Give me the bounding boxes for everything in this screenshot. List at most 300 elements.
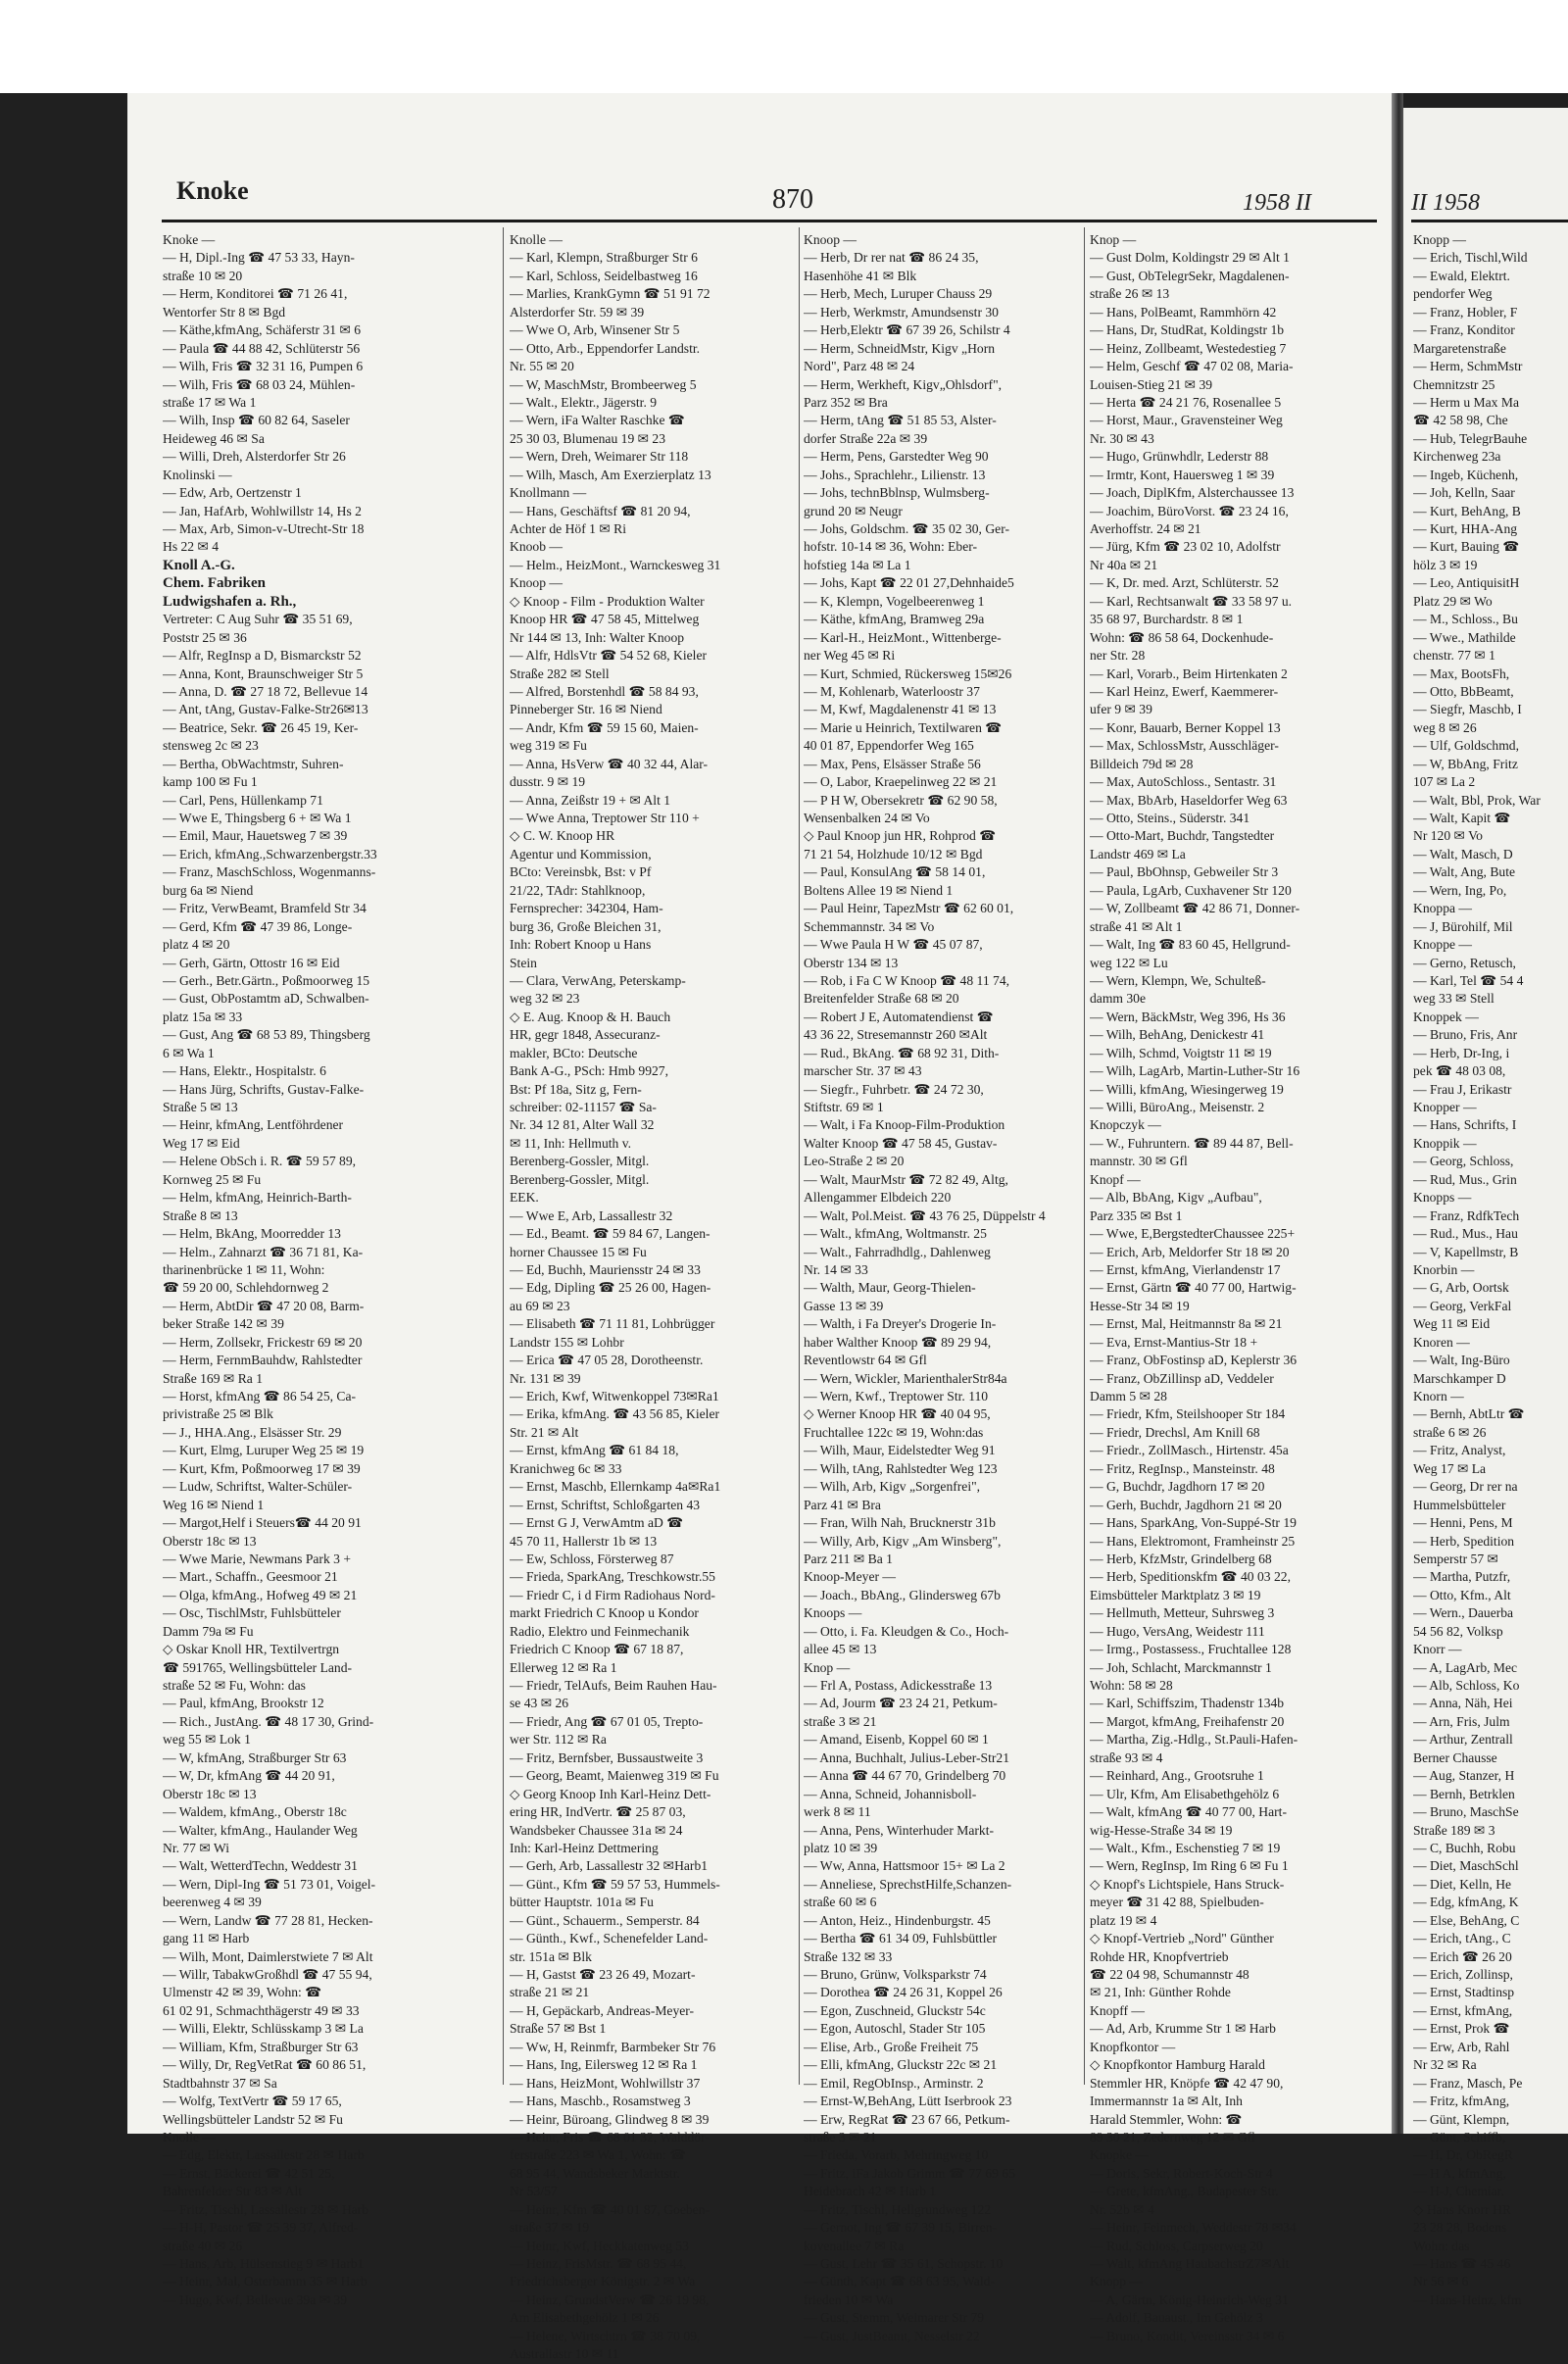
directory-entry-line: HR, gegr 1848, Assecuranz- <box>510 1027 661 1043</box>
directory-entry-line: Inh: Robert Knoop u Hans <box>510 937 652 953</box>
directory-entry-line: — Ernst, Gärtn ☎ 40 77 00, Hartwig- <box>1090 1280 1297 1296</box>
directory-entry-line: — W, BbAng, Fritz <box>1413 756 1518 771</box>
directory-entry-line: — Irmg., Postassess., Fruchtallee 128 <box>1090 1642 1292 1657</box>
directory-entry-line: privistraße 25 ✉ Blk <box>163 1406 273 1422</box>
directory-entry-line: — Karl, Klempn, Straßburger Str 6 <box>510 250 698 266</box>
directory-entry-line: Knop — <box>1090 232 1137 247</box>
directory-entry-line: Kirchenweg 23a <box>1413 449 1501 465</box>
directory-entry-line: Harald Stemmler, Wohn: ☎ <box>1090 2111 1243 2127</box>
directory-entry-line: — Erich, tAng., C <box>1413 1931 1511 1946</box>
directory-entry-line: Chemnitzstr 25 <box>1413 376 1495 392</box>
directory-entry-line: — Margot, kfmAng, Freihafenstr 20 <box>1090 1713 1285 1729</box>
directory-entry-line: straße 52 ✉ Fu, Wohn: das <box>163 1678 306 1693</box>
directory-entry-line: — W, kfmAng, Straßburger Str 63 <box>163 1749 347 1765</box>
directory-entry-line: — Joachim, BüroVorst. ☎ 23 24 16, <box>1090 503 1289 518</box>
directory-entry-line: — Hugo, VersAng, Weidestr 111 <box>1090 1623 1265 1639</box>
directory-entry-line: — Erica ☎ 47 05 28, Dorotheenstr. <box>510 1353 704 1368</box>
directory-entry-line: se 43 ✉ 26 <box>510 1696 569 1711</box>
directory-entry-line: — Walt, Masch, D <box>1413 846 1513 862</box>
directory-entry-line: Stiftstr. 69 ✉ 1 <box>804 1100 884 1114</box>
directory-entry-line: — Kurt, Bauing ☎ <box>1413 539 1520 555</box>
directory-entry-line: Averhoffstr. 24 ✉ 21 <box>1090 521 1201 536</box>
directory-entry-line: Parz 211 ✉ Ba 1 <box>804 1551 893 1566</box>
directory-entry-line: — Rich., JustAng. ☎ 48 17 30, Grind- <box>163 1713 374 1729</box>
directory-entry-line: Pinneberger Str. 16 ✉ Niend <box>510 702 662 717</box>
directory-entry-line: — Anna, Zeißstr 19 + ✉ Alt 1 <box>510 792 671 808</box>
directory-entry-line: — H, Gastst ☎ 23 26 49, Mozart- <box>510 1967 696 1982</box>
column-divider <box>799 227 800 2085</box>
directory-entry-line: — Walt, Bbl, Prok, War <box>1413 792 1541 808</box>
directory-entry-line: — Hans, PolBeamt, Rammhörn 42 <box>1090 304 1277 320</box>
directory-entry-line: Parz 352 ✉ Bra <box>804 394 888 410</box>
directory-entry-line: — Edg, Dipling ☎ 25 26 00, Hagen- <box>510 1280 711 1296</box>
directory-entry-line: platz 4 ✉ 20 <box>163 937 230 953</box>
directory-entry-line: — G, Buchdr, Jagdhorn 17 ✉ 20 <box>1090 1479 1265 1495</box>
directory-entry-line: — Günt., Kfm ☎ 59 57 53, Hummels- <box>510 1876 720 1892</box>
directory-entry-line: — Gerd, Kfm ☎ 47 39 86, Longe- <box>163 918 353 934</box>
directory-entry-line: Straße 169 ✉ Ra 1 <box>163 1370 263 1386</box>
directory-entry-line: — Ernst, Schriftst, Schloßgarten 43 <box>510 1497 701 1512</box>
directory-entry-line: — Joh, Kelln, Saar <box>1413 485 1515 501</box>
directory-entry-line: — Wern, Ing, Po, <box>1413 882 1507 898</box>
directory-entry-line: Nr 53/57 <box>510 2184 558 2199</box>
directory-entry-line: — Ernst G J, VerwAmtm aD ☎ <box>510 1515 684 1531</box>
running-head: Knoke <box>176 176 249 205</box>
directory-entry-line: — Herm, Pens, Garstedter Weg 90 <box>804 449 989 465</box>
directory-entry-line: 43 36 22, Stresemannstr 260 ✉Alt <box>804 1027 988 1043</box>
directory-entry-line: — Karl, Schloss, Seidelbastweg 16 <box>510 268 698 283</box>
directory-entry-line: — Günt, Klempn, <box>1413 2111 1510 2127</box>
directory-entry-line: — Wolfg, TextVertr ☎ 59 17 65, <box>163 2093 342 2109</box>
directory-entry-line: pek ☎ 48 03 08, <box>1413 1063 1506 1079</box>
directory-entry-line: ner Str. 28 <box>1090 648 1146 664</box>
directory-entry-line: Margaretenstraße <box>1413 340 1506 356</box>
directory-entry-line: — Erich, Tischl,Wild <box>1413 250 1528 266</box>
directory-entry-line: — Rud., BkAng. ☎ 68 92 31, Dith- <box>804 1045 1000 1060</box>
directory-entry-line: — A, LagArb, Mec <box>1413 1659 1518 1675</box>
directory-entry-line: — Bruno, MaschSe <box>1413 1804 1519 1820</box>
directory-entry-line: — Ed., Beamt. ☎ 59 84 67, Langen- <box>510 1226 710 1242</box>
directory-entry-line: Landstr 155 ✉ Lohbr <box>510 1334 624 1350</box>
directory-entry-line: — Hans ☎ 45 46 <box>1413 2256 1511 2271</box>
directory-entry-line: — H, Dr, ObRegR <box>1413 2147 1513 2163</box>
directory-entry-line: — Alb, Schloss, Ko <box>1413 1678 1520 1693</box>
directory-entry-line: Knoppa — <box>1413 901 1473 916</box>
directory-entry-line: — Max, Arb, Simon-v-Utrecht-Str 18 <box>163 521 365 536</box>
directory-entry-line: — Willi, Dreh, Alsterdorfer Str 26 <box>163 449 346 465</box>
directory-entry-line: — Kurt, BehAng, B <box>1413 503 1521 518</box>
directory-entry-line: — W., Fuhruntern. ☎ 89 44 87, Bell- <box>1090 1135 1294 1151</box>
directory-entry-line: — K, Dr. med. Arzt, Schlüterstr. 52 <box>1090 575 1279 591</box>
directory-entry-line: — Käthe, kfmAng, Bramweg 29a <box>804 612 985 627</box>
directory-entry-line: — Marie u Heinrich, Textilwaren ☎ <box>804 719 1003 735</box>
directory-entry-line: — Paul Heinr, TapezMstr ☎ 62 60 01, <box>804 901 1014 916</box>
directory-entry-line: — Wern, Kwf., Treptower Str. 110 <box>804 1389 989 1404</box>
directory-entry-line: Hs 22 ✉ 4 <box>163 539 220 555</box>
directory-entry-line: Stemmler HR, Knöpfe ☎ 42 47 90, <box>1090 2075 1284 2091</box>
directory-entry-line: Boltens Allee 19 ✉ Niend 1 <box>804 882 954 898</box>
directory-entry-line: str. 151a ✉ Blk <box>510 1948 592 1964</box>
directory-entry-line: — Olga, kfmAng., Hofweg 49 ✉ 21 <box>163 1587 358 1602</box>
directory-entry-line: — Ernst, Bäckerei ☎ 42 51 25, <box>163 2165 335 2181</box>
directory-entry-line: Knolle — <box>510 232 563 247</box>
directory-entry-line: — Gust, ObTelegrSekr, Magdalenen- <box>1090 268 1290 283</box>
directory-entry-line: — Günt., Schauerm., Semperstr. 84 <box>510 1912 700 1928</box>
directory-entry-line: — Alfr, HdlsVtr ☎ 54 52 68, Kieler <box>510 648 708 664</box>
directory-entry-line: — Wern, RegInsp, Im Ring 6 ✉ Fu 1 <box>1090 1858 1289 1874</box>
directory-entry-line: weg 32 ✉ 23 <box>510 991 580 1007</box>
directory-entry-line: — Leo, AntiquisitH <box>1413 575 1520 591</box>
directory-entry-line: — Martha, Zig.-Hdlg., St.Pauli-Hafen- <box>1090 1732 1298 1748</box>
directory-entry-line: — Anna, Näh, Hei <box>1413 1696 1513 1711</box>
directory-entry-line: — Günth., Kwf., Schenefelder Land- <box>510 1931 709 1946</box>
directory-entry-line: Straße 57 ✉ Bst 1 <box>510 2021 607 2037</box>
directory-entry-line: Straße 282 ✉ Stell <box>510 665 610 681</box>
directory-entry-line: — Erich, Zollinsp, <box>1413 1967 1513 1982</box>
directory-entry-line: Oberstr 18c ✉ 13 <box>163 1533 257 1549</box>
directory-entry-line: — Wilh, BehAng, Denickestr 41 <box>1090 1027 1265 1043</box>
directory-entry-line: — Edg, Elektr, Lassallestr 28 ✉ Harb <box>163 2147 365 2163</box>
directory-entry-line: — Wilh, Mont, Daimlerstwiete 7 ✉ Alt <box>163 1948 373 1964</box>
directory-entry-line: — Anna, Kont, Braunschweiger Str 5 <box>163 665 364 681</box>
directory-entry-line: Chem. Fabriken <box>163 575 266 592</box>
directory-entry-line: — Wern, Dipl-Ing ☎ 51 73 01, Voigel- <box>163 1876 376 1892</box>
directory-entry-line: — Anna, D. ☎ 27 18 72, Bellevue 14 <box>163 683 368 699</box>
directory-entry-line: — Herb, Mech, Luruper Chauss 29 <box>804 286 993 302</box>
directory-entry-line: — Erich, Arb, Meldorfer Str 18 ✉ 20 <box>1090 1244 1290 1259</box>
directory-entry-line: 61 02 91, Schmachthägerstr 49 ✉ 33 <box>163 2002 360 2018</box>
directory-entry-line: — Wilh, Arb, Kigv „Sorgenfrei", <box>804 1479 981 1495</box>
directory-entry-line: straße 26 ✉ 13 <box>1090 286 1170 302</box>
directory-entry-line: — Walt, WetterdTechn, Weddestr 31 <box>163 1858 358 1874</box>
directory-entry-line: — Anna, HsVerw ☎ 40 32 44, Alar- <box>510 756 709 771</box>
directory-entry-line: — Wilh, tAng, Rahlstedter Weg 123 <box>804 1460 998 1476</box>
directory-entry-line: Nr. 77 ✉ Wi <box>163 1840 229 1855</box>
directory-entry-line: Eimsbütteler Marktplatz 3 ✉ 19 <box>1090 1587 1261 1602</box>
directory-entry-line: schreiber: 02-11157 ☎ Sa- <box>510 1100 657 1114</box>
column-divider <box>503 227 504 2085</box>
directory-entry-line: ☎ 59 20 00, Schlehdornweg 2 <box>163 1280 329 1296</box>
directory-entry-line: — Erw, RegRat ☎ 23 67 66, Petkum- <box>804 2111 1010 2127</box>
directory-entry-line: — Heinr, Feinmech, Weddestr 78 ✉34 <box>1090 2220 1297 2236</box>
directory-entry-line: — Wwe E, Arb, Lassallestr 32 <box>510 1207 673 1223</box>
directory-entry-line: — Wilh, LagArb, Martin-Luther-Str 16 <box>1090 1063 1300 1079</box>
directory-entry-line: — Otto-Mart, Buchdr, Tangstedter <box>1090 828 1275 844</box>
directory-entry-line: ner Weg 45 ✉ Ri <box>804 648 896 664</box>
directory-entry-line: Knopczyk — <box>1090 1117 1161 1133</box>
directory-entry-line: hofstieg 14a ✉ La 1 <box>804 557 911 572</box>
directory-entry-line: — Fritz, RegInsp., Mansteinstr. 48 <box>1090 1460 1275 1476</box>
directory-entry-line: Inh: Karl-Heinz Dettmering <box>510 1840 659 1855</box>
directory-entry-line: allee 45 ✉ 13 <box>804 1642 877 1657</box>
directory-entry-line: — Franz, ObFostinsp aD, Keplerstr 36 <box>1090 1353 1298 1368</box>
directory-entry-line: — Gust, ObPostamtm aD, Schwalben- <box>163 991 369 1007</box>
directory-entry-line: Louisen-Stieg 21 ✉ 39 <box>1090 376 1213 392</box>
directory-entry-line: — Joh, Schlacht, Marckmannstr 1 <box>1090 1659 1272 1675</box>
directory-entry-line: — Emil, Maur, Hauetsweg 7 ✉ 39 <box>163 828 348 844</box>
directory-entry-line: Knolinski — <box>163 467 232 482</box>
directory-entry-line: — Herm, SchmMstr <box>1413 359 1523 374</box>
directory-entry-line: Knolle — <box>163 2129 216 2144</box>
directory-entry-line: Knorn — <box>1413 1389 1464 1404</box>
directory-entry-line: Heideweg 46 ✉ Sa <box>163 430 265 446</box>
directory-entry-line: — Ernst, kfmAng, Vierlandenstr 17 <box>1090 1261 1281 1277</box>
directory-entry-line: — W, Zollbeamt ☎ 42 86 71, Donner- <box>1090 901 1300 916</box>
directory-entry-line: straße 40 ✉ 26 <box>163 2238 243 2253</box>
directory-entry-line: — Heinz, FrisMstr. ☎ 68 95 44, <box>510 2256 687 2271</box>
directory-entry-line: — Walt, Ing-Büro <box>1413 1353 1510 1368</box>
directory-entry-line: — Arthur, Zentrall <box>1413 1732 1513 1748</box>
directory-entry-line: — Willy, Arb, Kigv „Am Winsberg", <box>804 1533 1002 1549</box>
directory-entry-line: frieden 10 ✉ Wa <box>804 2291 894 2307</box>
directory-entry-line: tharinenbrücke 1 ✉ 11, Wohn: <box>163 1261 325 1277</box>
directory-entry-line: kovenallee 7 ✉ Ra <box>804 2238 905 2253</box>
directory-entry-line: — Gerno, Retusch, <box>1413 955 1516 970</box>
directory-entry-line: — Rud, Schloss, Carpserweg 20 <box>1090 2238 1263 2253</box>
directory-entry-line: — Andr, Kfm ☎ 59 15 60, Maien- <box>510 719 699 735</box>
directory-entry-line: 71 21 54, Holzhude 10/12 ✉ Bgd <box>804 846 983 862</box>
directory-entry-line: Radio, Elektro und Feinmechanik <box>510 1623 690 1639</box>
directory-entry-line: — Fran, Wilh Nah, Brucknerstr 31b <box>804 1515 996 1531</box>
directory-entry-line: — Hans, Schrifts, I <box>1413 1117 1517 1133</box>
directory-entry-line: — Friedr C, i d Firm Radiohaus Nord- <box>510 1587 715 1602</box>
directory-entry-line: — Fritz, iFa Jakob Grimm ☎ 77 69 65 <box>804 2165 1015 2181</box>
directory-entry-line: — Willi, BüroAng., Meisenstr. 2 <box>1090 1100 1265 1114</box>
scan-margin-top <box>0 0 1568 93</box>
directory-entry-line: — Helm., Zahnarzt ☎ 36 71 81, Ka- <box>163 1244 364 1259</box>
directory-entry-line: — Elisabeth ☎ 71 11 81, Lohbrügger <box>510 1316 715 1332</box>
directory-entry-line: Knoop-Meyer — <box>804 1569 897 1585</box>
directory-entry-line: — Walt., Fahrradhdlg., Dahlenweg <box>804 1244 991 1259</box>
directory-entry-line: — Siegfr, Maschb, I <box>1413 702 1522 717</box>
directory-entry-line: — Walth, Maur, Georg-Thielen- <box>804 1280 976 1296</box>
directory-entry-line: — Alfr, RegInsp a D, Bismarckstr 52 <box>163 648 362 664</box>
directory-entry-line: au 69 ✉ 23 <box>510 1298 570 1313</box>
directory-entry-line: Platz 29 ✉ Wo <box>1413 593 1493 609</box>
directory-entry-line: Wellingsbütteler Landstr 52 ✉ Fu <box>163 2111 343 2127</box>
directory-entry-line: bütter Hauptstr. 101a ✉ Fu <box>510 1895 654 1910</box>
directory-entry-line: straße 21 ✉ 21 <box>510 1985 590 2000</box>
directory-entry-line: ☎ 22 04 98, Schumannstr 48 <box>1090 1967 1250 1982</box>
directory-entry-line: — H, Gepäckarb, Andreas-Meyer- <box>510 2002 695 2018</box>
directory-entry-line: Achter de Höf 1 ✉ Ri <box>510 521 626 536</box>
directory-entry-line: — Ant, tAng, Gustav-Falke-Str26✉13 <box>163 702 368 717</box>
directory-entry-line: — Anton, Heiz., Hindenburgstr. 45 <box>804 1912 991 1928</box>
directory-entry-line: Friedrich C Knoop ☎ 67 18 87, <box>510 1642 684 1657</box>
directory-entry-line: — J., HHA.Ang., Elsässer Str. 29 <box>163 1424 342 1440</box>
directory-entry-line: — Anneliese, SprechstHilfe,Schanzen- <box>804 1876 1012 1892</box>
directory-entry-line: — Walt, i Fa Knoop-Film-Produktion <box>804 1117 1005 1133</box>
directory-entry-line: — Johs., Sprachlehr., Lilienstr. 13 <box>804 467 986 482</box>
directory-entry-line: — Mart., Schaffn., Geesmoor 21 <box>163 1569 338 1585</box>
directory-entry-line: — Ww, H, Reinmfr, Barmbeker Str 76 <box>510 2039 716 2054</box>
directory-entry-line: — Erich, kfmAng.,Schwarzenbergstr.33 <box>163 846 377 862</box>
directory-entry-line: ◇ Hans Knorr HR <box>1413 2201 1511 2217</box>
directory-entry-line: — Herb, KfzMstr, Grindelberg 68 <box>1090 1551 1272 1566</box>
directory-entry-line: — Heinr, Kwf, Heckkatenweg 53 <box>510 2238 689 2253</box>
directory-entry-line: — Ernst, Stadtinsp <box>1413 1985 1515 2000</box>
directory-entry-line: — Hans, Dr, StudRat, Koldingstr 1b <box>1090 322 1285 338</box>
directory-entry-line: Breitenfelder Straße 68 ✉ 20 <box>804 991 959 1007</box>
directory-entry-line: Bst: Pf 18a, Sitz g, Fern- <box>510 1081 642 1097</box>
directory-entry-line: Nr. 55 ✉ 20 <box>510 359 574 374</box>
directory-entry-line: — Erika, kfmAng. ☎ 43 56 85, Kieler <box>510 1406 720 1422</box>
directory-entry-line: — Erw, Arb, Rahl <box>1413 2039 1510 2054</box>
directory-entry-line: — Georg, Dr rer na <box>1413 1479 1518 1495</box>
directory-entry-line: — Eva, Ernst-Mantius-Str 18 + <box>1090 1334 1258 1350</box>
directory-entry-line: — W, Dr, kfmAng ☎ 44 20 91, <box>163 1768 335 1784</box>
directory-entry-line: — Karl, Vorarb., Beim Hirtenkaten 2 <box>1090 665 1288 681</box>
directory-entry-line: — P H W, Obersekretr ☎ 62 90 58, <box>804 792 998 808</box>
directory-entry-line: Allengammer Elbdeich 220 <box>804 1190 952 1206</box>
directory-entry-line: Weg 11 ✉ Eid <box>1413 1316 1491 1332</box>
directory-entry-line: platz 10 ✉ 39 <box>804 1840 878 1855</box>
directory-entry-line: — Amand, Eisenb, Koppel 60 ✉ 1 <box>804 1732 989 1748</box>
directory-entry-line: Knoop HR ☎ 47 58 45, Mittelweg <box>510 612 700 627</box>
directory-entry-line: — Kurt, Kfm, Poßmoorweg 17 ✉ 39 <box>163 1460 361 1476</box>
directory-entry-line: — Karl, Rechtsanwalt ☎ 33 58 97 u. <box>1090 593 1293 609</box>
directory-entry-line: straße 6 ✉ 26 <box>1413 1424 1487 1440</box>
directory-entry-line: — Beatrice, Sekr. ☎ 26 45 19, Ker- <box>163 719 359 735</box>
directory-entry-line: — Walter, kfmAng., Haulander Weg <box>163 1822 358 1838</box>
directory-entry-line: — Fritz, Tischl, Lassallestr 28 ✉ Harb <box>163 2201 368 2217</box>
directory-entry-line: — O, Labor, Kraepelinweg 22 ✉ 21 <box>804 774 998 790</box>
directory-entry-line: Gasse 13 ✉ 39 <box>804 1298 884 1313</box>
directory-entry-line: — Wwe Marie, Newmans Park 3 + <box>163 1551 352 1566</box>
directory-entry-line: — William, Kfm, Straßburger Str 63 <box>163 2039 359 2054</box>
directory-entry-line: Nr. 34 12 81, Alter Wall 32 <box>510 1117 655 1133</box>
directory-entry-line: — Herm, tAng ☎ 51 85 53, Alster- <box>804 413 997 428</box>
directory-entry-line: — Elli, kfmAng, Gluckstr 22c ✉ 21 <box>804 2057 998 2073</box>
directory-entry-line: — Hellmuth, Metteur, Suhrsweg 3 <box>1090 1605 1275 1621</box>
directory-entry-line: ◇ Knopf's Lichtspiele, Hans Struck- <box>1090 1876 1285 1892</box>
directory-entry-line: — Erich, Kwf, Witwenkoppel 73✉Ra1 <box>510 1389 719 1404</box>
directory-entry-line: dorfer Straße 22a ✉ 39 <box>804 430 928 446</box>
directory-entry-line: — Herb, Speditionskfm ☎ 40 03 22, <box>1090 1569 1291 1585</box>
directory-entry-line: Knoops — <box>804 1605 862 1621</box>
directory-entry-line: — Wilh, Fris ☎ 68 03 24, Mühlen- <box>163 376 356 392</box>
directory-entry-line: 6 ✉ Wa 1 <box>163 1045 215 1060</box>
directory-entry-line: grund 20 ✉ Neugr <box>804 503 903 518</box>
directory-entry-line: — Wwe Anna, Treptower Str 110 + <box>510 811 700 825</box>
directory-entry-line: beker Straße 142 ✉ 39 <box>163 1316 284 1332</box>
directory-entry-line: — Wwe Paula H W ☎ 45 07 87, <box>804 937 983 953</box>
directory-entry-line: — Georg, VerkFal <box>1413 1298 1512 1313</box>
directory-entry-line: Knopper — <box>1413 1100 1477 1114</box>
directory-entry-line: — Wern, Wickler, MarienthalerStr84a <box>804 1370 1007 1386</box>
directory-entry-line: ◇ E. Aug. Knoop & H. Bauch <box>510 1009 671 1024</box>
directory-entry-line: — Else, BehAng, C <box>1413 1912 1520 1928</box>
directory-entry-line: — Clara, VerwAng, Peterskamp- <box>510 972 686 988</box>
directory-entry-line: — Hans, SparkAng, Von-Suppé-Str 19 <box>1090 1515 1297 1531</box>
directory-entry-line: meyer ☎ 31 42 88, Spielbuden- <box>1090 1895 1264 1910</box>
directory-entry-line: — Wern., Dauerba <box>1413 1605 1514 1621</box>
directory-entry-line: Str. 21 ✉ Alt <box>510 1424 579 1440</box>
directory-entry-line: — Ulr, Kfm, Am Elisabethgehölz 6 <box>1090 1786 1280 1801</box>
directory-entry-line: — Erich ☎ 26 20 <box>1413 1948 1512 1964</box>
directory-entry-line: — Willy, Dr, RegVetRat ☎ 60 86 51, <box>163 2057 367 2073</box>
column-divider <box>1084 227 1085 2085</box>
directory-entry-line: — Wwe E, Thingsberg 6 + ✉ Wa 1 <box>163 811 352 825</box>
directory-entry-line: — Grete, kfmAng., Budapester Str. <box>1090 2184 1279 2199</box>
directory-entry-line: hofstr. 10-14 ✉ 36, Wohn: Eber- <box>804 539 978 555</box>
directory-entry-line: — Rud., Mus., Hau <box>1413 1226 1518 1242</box>
directory-entry-line: — Gust Dolm, Koldingstr 29 ✉ Alt 1 <box>1090 250 1290 266</box>
directory-entry-line: — Bruno, Grünw, Volksparkstr 74 <box>804 1967 987 1982</box>
directory-entry-line: 54 56 82, Volksp <box>1413 1623 1503 1639</box>
directory-entry-line: Friedrichsberger Königstr. 2 ✉ Wa <box>510 2274 696 2290</box>
directory-entry-line: — Wilh, Insp ☎ 60 82 64, Saseler <box>163 413 350 428</box>
directory-entry-line: Knoll A.-G. <box>163 557 235 573</box>
directory-entry-line: ◇ Oskar Knoll HR, Textilvertrgn <box>163 1642 340 1657</box>
directory-entry-line: — Helene ObSch i. R. ☎ 59 57 89, <box>163 1154 357 1169</box>
directory-entry-line: — Herb, Spedition <box>1413 1533 1515 1549</box>
directory-entry-line: wer Str. 112 ✉ Ra <box>510 1732 607 1748</box>
directory-entry-line: — Wwe O, Arb, Winsener Str 5 <box>510 322 680 338</box>
directory-entry-line: — Fritz, Tischl, Hellgrundweg 122 <box>804 2201 992 2217</box>
directory-entry-line: — Wern, Dreh, Weimarer Str 118 <box>510 449 689 465</box>
directory-entry-line: Ulmenstr 42 ✉ 39, Wohn: ☎ <box>163 1985 322 2000</box>
directory-entry-line: Heidebrach 42 ✉ Harb 1 <box>804 2184 937 2199</box>
directory-entry-line: Hasenhöhe 41 ✉ Blk <box>804 268 917 283</box>
directory-entry-line: — Max, BbArb, Haseldorfer Weg 63 <box>1090 792 1288 808</box>
directory-entry-line: Nr. 30 ✉ 43 <box>1090 430 1154 446</box>
directory-entry-line: dusstr. 9 ✉ 19 <box>510 774 586 790</box>
directory-entry-line: — Horst, Maur., Gravensteiner Weg <box>1090 413 1283 428</box>
directory-entry-line: Damm 79a ✉ Fu <box>163 1623 254 1639</box>
directory-entry-line: Stadtbahnstr 37 ✉ Sa <box>163 2075 277 2091</box>
directory-entry-line: Bank A-G., PSch: Hmb 9927, <box>510 1063 668 1079</box>
directory-entry-line: — Franz, MaschSchloss, Wogenmanns- <box>163 864 376 880</box>
directory-entry-line: — Ernst, Mal, Heitmannstr 8a ✉ 21 <box>1090 1316 1283 1332</box>
directory-entry-line: 68 95 44, Wandsbeker Marktstr. <box>510 2165 680 2181</box>
directory-entry-line: Damm 5 ✉ 28 <box>1090 1389 1167 1404</box>
directory-entry-line: — Hans-Heinz, kfm <box>1413 2291 1522 2307</box>
directory-entry-line: straße 60 ✉ 6 <box>804 1895 877 1910</box>
directory-entry-line: — Anna ☎ 44 67 70, Grindelberg 70 <box>804 1768 1006 1784</box>
directory-entry-line: — Paul, BbOhnsp, Gebweiler Str 3 <box>1090 864 1279 880</box>
directory-entry-line: Berenberg-Gossler, Mitgl. <box>510 1171 650 1187</box>
directory-entry-line: Landstr 469 ✉ La <box>1090 846 1186 862</box>
directory-entry-line: — Paul, KonsulAng ☎ 58 14 01, <box>804 864 986 880</box>
directory-entry-line: — Käthe,kfmAng, Schäferstr 31 ✉ 6 <box>163 322 362 338</box>
directory-entry-line: Australiastr 10 ✉ 11 <box>510 2346 619 2362</box>
directory-entry-line: platz 15a ✉ 33 <box>163 1009 243 1024</box>
directory-entry-line: — Friedr, Ang ☎ 67 01 05, Trepto- <box>510 1713 704 1729</box>
directory-entry-line: — Gerh., Betr.Gärtn., Poßmoorweg 15 <box>163 972 370 988</box>
directory-entry-line: — Margot,Helf i Steuers☎ 44 20 91 <box>163 1515 362 1531</box>
directory-entry-line: — Doris, Sekr, Robert-Koch-Str 4 <box>1090 2165 1273 2181</box>
directory-entry-line: — Friedr, Kfm, Steilshooper Str 184 <box>1090 1406 1286 1422</box>
directory-entry-line: marscher Str. 37 ✉ 43 <box>804 1063 922 1079</box>
directory-entry-line: — Otto, Steins., Süderstr. 341 <box>1090 811 1250 825</box>
directory-entry-line: — Helm., HeizMont., Warnckesweg 31 <box>510 557 721 572</box>
directory-entry-line: Wandsbeker Chaussee 31a ✉ 24 <box>510 1822 683 1838</box>
directory-entry-line: — Anna, Schneid, Johannisboll- <box>804 1786 977 1801</box>
directory-entry-line: — Ww, Anna, Hattsmoor 15+ ✉ La 2 <box>804 1858 1005 1874</box>
directory-entry-line: — Walt, Pol.Meist. ☎ 43 76 25, Düppelstr 4 <box>804 1207 1046 1223</box>
directory-entry-line: — Hans, Elektr., Hospitalstr. 6 <box>163 1063 326 1079</box>
directory-entry-line: — Bertha ☎ 61 34 09, Fuhlsbüttler <box>804 1931 998 1946</box>
directory-entry-line: Berenberg-Gossler, Mitgl. <box>510 1154 650 1169</box>
directory-entry-line: — Ernst, Prok ☎ <box>1413 2021 1510 2037</box>
directory-entry-line: — Herm, SchneidMstr, Kigv „Horn <box>804 340 996 356</box>
directory-entry-line: Billdeich 79d ✉ 28 <box>1090 756 1194 771</box>
directory-entry-line: straße 3 ✉ 21 <box>804 1713 877 1729</box>
directory-entry-line: — Anna, Pens, Winterhuder Markt- <box>804 1822 995 1838</box>
directory-entry-line: Marschkamper D <box>1413 1370 1506 1386</box>
directory-entry-line: Straße 189 ✉ 3 <box>1413 1822 1495 1838</box>
